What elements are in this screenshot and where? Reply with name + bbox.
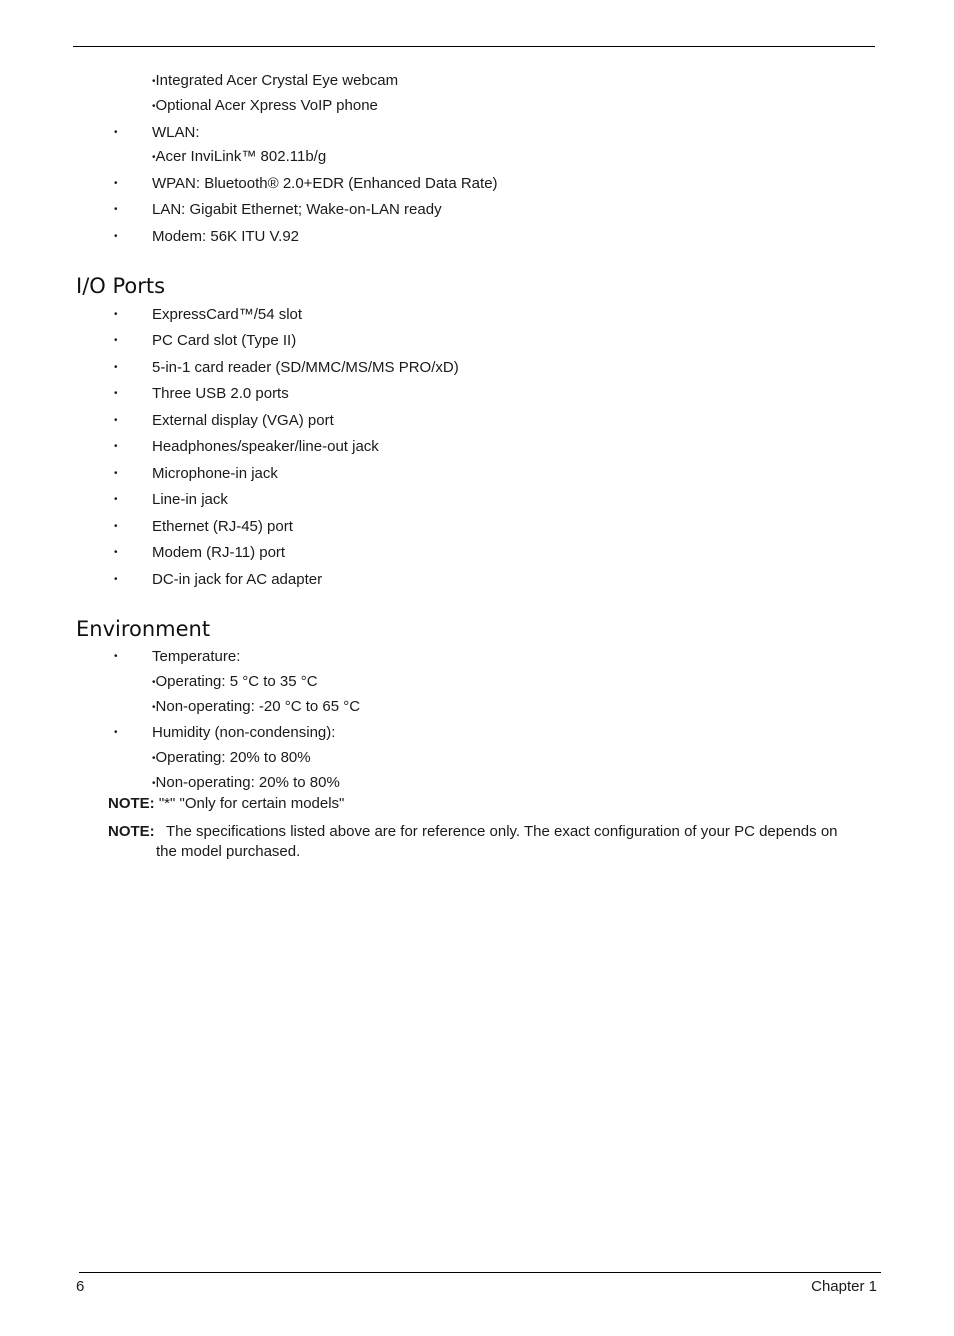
bullet-icon: • (114, 547, 118, 558)
list-subitem: •Operating: 5 °C to 35 °C (152, 673, 318, 690)
bullet-icon: • (114, 494, 118, 505)
section-heading-io-ports: I/O Ports (76, 274, 166, 298)
note-2-line-1: The specifications listed above are for reference only. The exact configuration of your PC depends on (166, 823, 838, 840)
list-item: Modem: 56K ITU V.92 (152, 228, 300, 245)
list-item: Microphone-in jack (152, 465, 278, 482)
section-heading-environment: Environment (76, 617, 211, 641)
list-item: Ethernet (RJ-45) port (152, 518, 293, 535)
list-item: LAN: Gigabit Ethernet; Wake-on-LAN ready (152, 201, 442, 218)
note-1: NOTE: "*" "Only for certain models" (108, 795, 345, 812)
list-subitem: •Optional Acer Xpress VoIP phone (152, 97, 378, 114)
list-subitem: •Non-operating: 20% to 80% (152, 774, 340, 791)
bullet-icon: • (114, 468, 118, 479)
bullet-icon: • (114, 574, 118, 585)
bullet-icon: • (152, 101, 156, 112)
bullet-icon: • (114, 388, 118, 399)
bullet-icon: • (114, 362, 118, 373)
chapter-label: Chapter 1 (811, 1278, 877, 1295)
list-item: PC Card slot (Type II) (152, 332, 297, 349)
list-item: Three USB 2.0 ports (152, 385, 289, 402)
bullet-icon: • (152, 677, 156, 688)
bullet-icon: • (152, 702, 156, 713)
bullet-icon: • (152, 76, 156, 87)
list-item: WLAN: (152, 124, 200, 141)
note-label: NOTE: (108, 795, 155, 812)
list-item-humidity: Humidity (non-condensing): (152, 724, 336, 741)
list-item: DC-in jack for AC adapter (152, 571, 323, 588)
header-rule (73, 46, 875, 47)
note-2-label (108, 822, 155, 842)
list-item: Line-in jack (152, 491, 228, 508)
list-item: ExpressCard™/54 slot (152, 306, 303, 323)
note-2-line-2: the model purchased. (156, 843, 301, 860)
page-number: 6 (76, 1278, 85, 1295)
list-subitem: •Non-operating: -20 °C to 65 °C (152, 698, 361, 715)
list-subitem: •Operating: 20% to 80% (152, 749, 311, 766)
bullet-icon: • (114, 441, 118, 452)
bullet-icon: • (152, 753, 156, 764)
list-subitem: •Acer InviLink™ 802.11b/g (152, 148, 327, 165)
bullet-icon: • (114, 178, 118, 189)
list-item: Headphones/speaker/line-out jack (152, 438, 379, 455)
bullet-icon: • (114, 231, 118, 242)
note-label: NOTE: (108, 823, 155, 840)
bullet-icon: • (114, 727, 118, 738)
list-item: Modem (RJ-11) port (152, 544, 286, 561)
bullet-icon: • (114, 127, 118, 138)
bullet-icon: • (152, 152, 156, 163)
footer-rule (79, 1272, 881, 1273)
list-subitem: •Integrated Acer Crystal Eye webcam (152, 72, 399, 89)
list-item: External display (VGA) port (152, 412, 334, 429)
bullet-icon: • (114, 309, 118, 320)
bullet-icon: • (114, 521, 118, 532)
list-item: WPAN: Bluetooth® 2.0+EDR (Enhanced Data Rate) (152, 175, 498, 192)
list-item-temperature: Temperature: (152, 648, 241, 665)
bullet-icon: • (114, 335, 118, 346)
bullet-icon: • (152, 778, 156, 789)
bullet-icon: • (114, 415, 118, 426)
bullet-icon: • (114, 204, 118, 215)
list-item: 5-in-1 card reader (SD/MMC/MS/MS PRO/xD) (152, 359, 459, 376)
bullet-icon: • (114, 651, 118, 662)
